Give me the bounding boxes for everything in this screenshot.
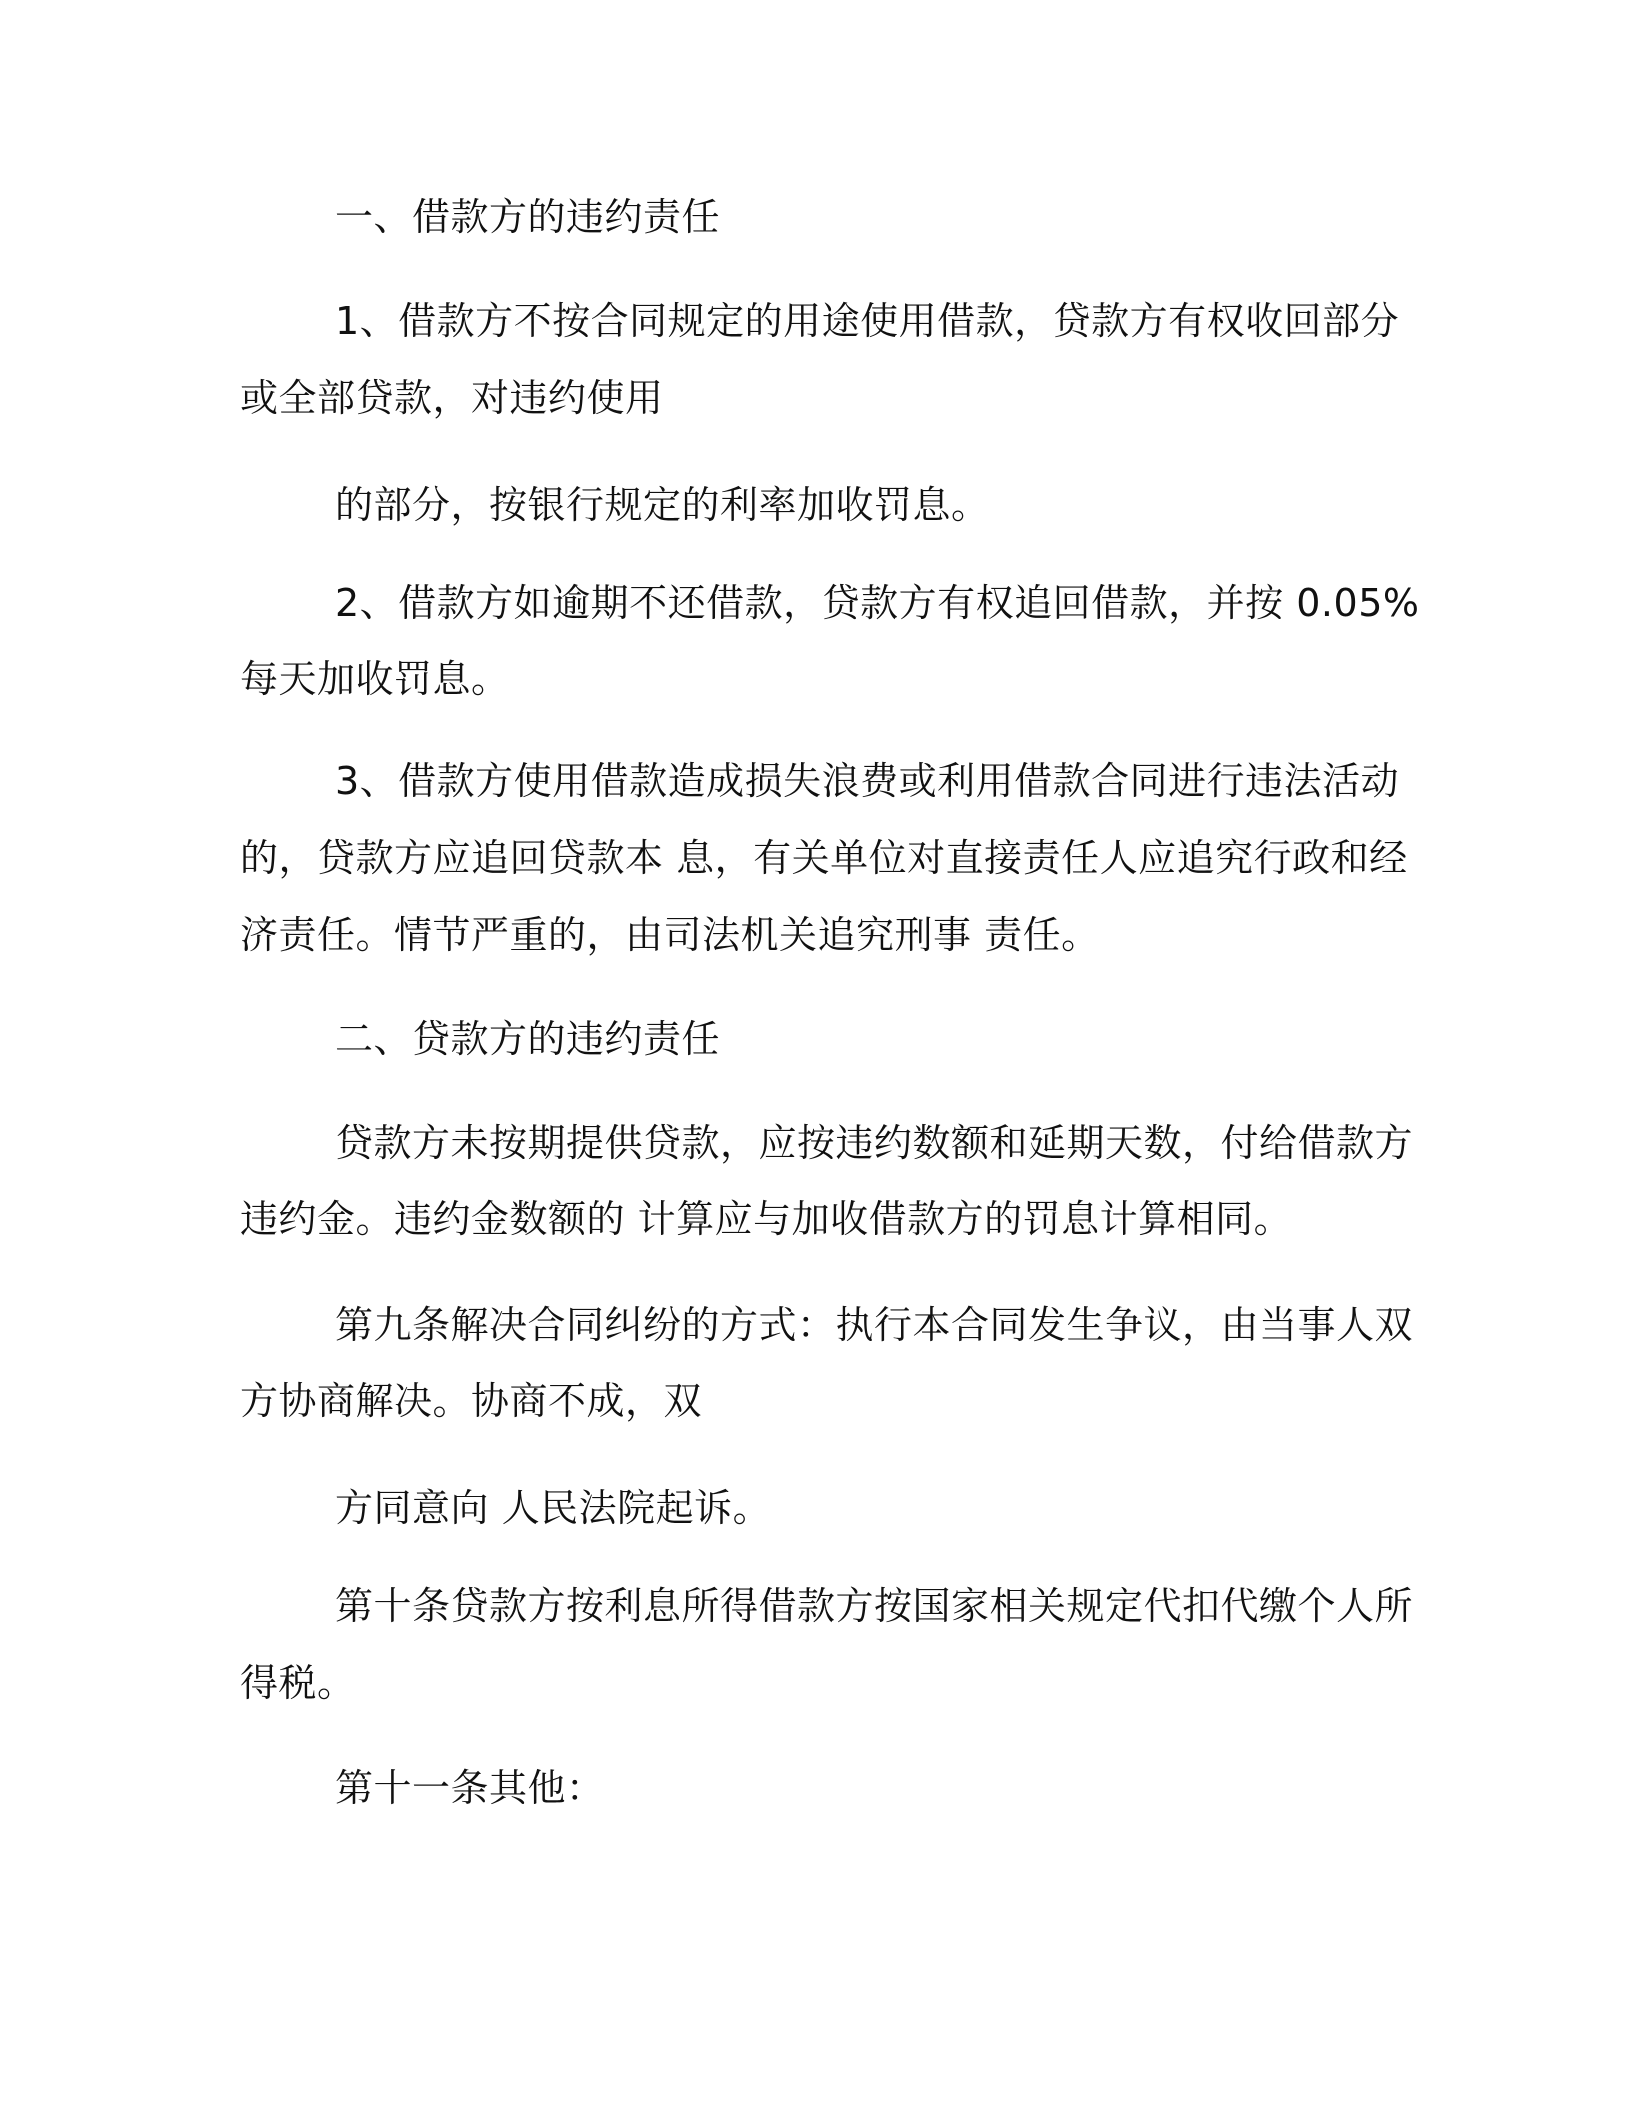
article-10-line: 第十条贷款方按利息所得借款方按国家相关规定代扣代缴个人所: [335, 1584, 1414, 1628]
paragraph-line: 的，贷款方应追回贷款本 息，有关单位对直接责任人应追究行政和经: [240, 836, 1408, 880]
paragraph-line: 济责任。情节严重的，由司法机关追究刑事 责任。: [240, 913, 1100, 957]
paragraph-line: 的部分，按银行规定的利率加收罚息。: [335, 483, 990, 527]
paragraph-line: 3、借款方使用借款造成损失浪费或利用借款合同进行违法活动: [335, 759, 1400, 803]
article-11-heading: 第十一条其他：: [335, 1766, 605, 1810]
heading-borrower-liability: 一、借款方的违约责任: [335, 195, 721, 239]
article-9-line: 第九条解决合同纠纷的方式：执行本合同发生争议，由当事人双: [335, 1303, 1414, 1347]
article-9-line: 方协商解决。协商不成，双: [240, 1379, 703, 1423]
paragraph-line: 1、借款方不按合同规定的用途使用借款，贷款方有权收回部分: [335, 299, 1400, 343]
paragraph-line: 贷款方未按期提供贷款，应按违约数额和延期天数，付给借款方: [335, 1121, 1414, 1165]
paragraph-line: 或全部贷款，对违约使用: [240, 376, 664, 420]
article-9-line: 方同意向 人民法院起诉。: [335, 1486, 772, 1530]
heading-lender-liability: 二、贷款方的违约责任: [335, 1017, 721, 1061]
article-10-line: 得税。: [240, 1661, 356, 1705]
paragraph-line: 违约金。违约金数额的 计算应与加收借款方的罚息计算相同。: [240, 1197, 1293, 1241]
paragraph-line: 每天加收罚息。: [240, 657, 510, 701]
paragraph-line: 2、借款方如逾期不还借款，贷款方有权追回借款，并按 0.05%: [335, 581, 1420, 625]
